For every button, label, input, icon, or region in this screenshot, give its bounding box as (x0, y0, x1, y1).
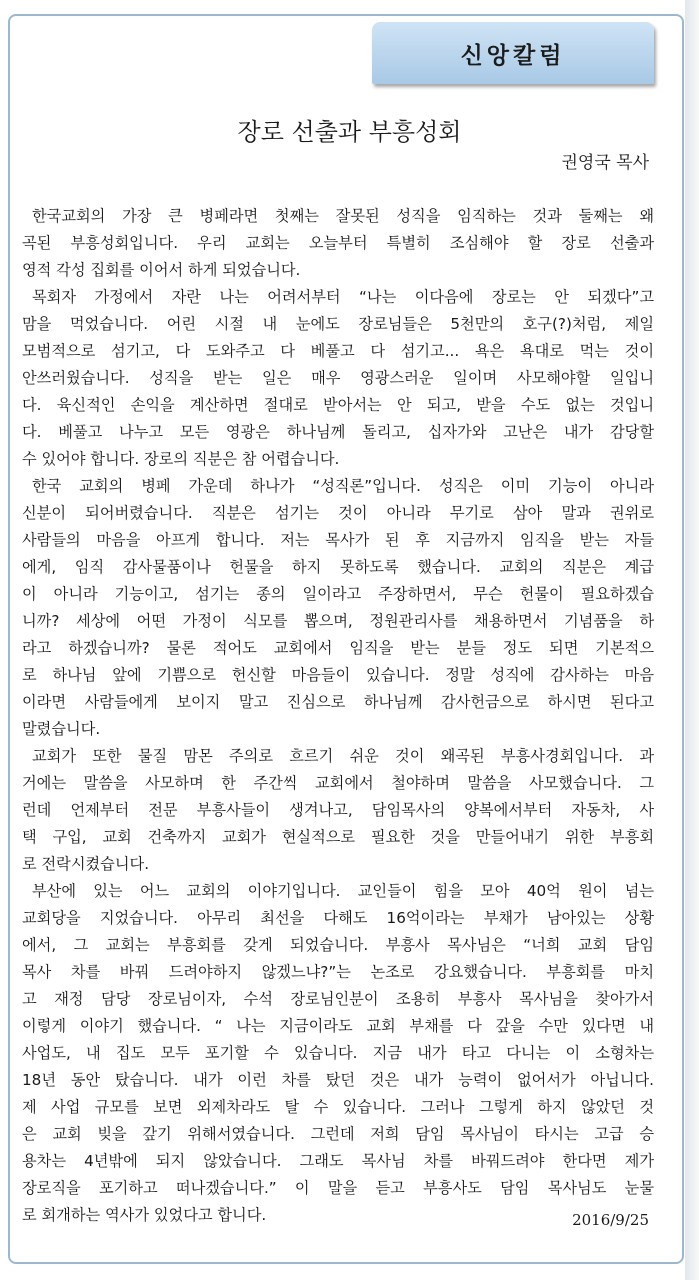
body-line: 교회가 또한 물질 맘몬 주의로 흐르기 쉬운 것이 왜곡된 부흥사경회입니다. 과 (32, 747, 654, 765)
body-line: 에서, 그 교회는 부흥회를 갖게 되었습니다. 부흥사 목사님은 “너희 교회 담임 (22, 936, 654, 954)
book-spine-shadow (685, 0, 699, 1280)
body-line: 신분이 되어버렸습니다. 직분은 섬기는 것이 아니라 무기로 삼아 말과 권위로 (22, 504, 654, 522)
body-line: 로 전락시켰습니다. (22, 855, 150, 873)
body-line: 라고 하겠습니까? 물론 적어도 교회에서 임직을 받는 분들 정도 되면 기본적으 (22, 639, 654, 657)
body-line: 모범적으로 섬기고, 다 도와주고 다 베풀고 다 섬기고... 욕은 욕대로 먹는 것이 (22, 342, 654, 360)
body-line: 영적 각성 집회를 이어서 하게 되었습니다. (22, 261, 301, 279)
body-line: 용차는 4년밖에 되지 않았습니다. 그래도 목사님 차를 바꿔드려야 한다면 제가 (22, 1152, 654, 1170)
body-line: 부산에 있는 어느 교회의 이야기입니다. 교인들이 힘을 모아 40억 원이 넘는 (32, 882, 654, 900)
article-title: 장로 선출과 부흥성회 (237, 118, 462, 146)
body-line: 다. 베풀고 나누고 모든 영광은 하나님께 돌리고, 십자가와 고난은 내가 감당할 (22, 423, 654, 441)
article-author: 권영국 목사 (561, 153, 649, 173)
body-line: 안쓰러웠습니다. 성직을 받는 일은 매우 영광스러운 일이며 사모해야할 일입니 (22, 369, 654, 387)
body-line: 말렸습니다. (22, 720, 101, 738)
body-line: 장로직을 포기하고 떠나겠습니다.” 이 말을 듣고 부흥사도 담임 목사님도 눈물 (22, 1179, 654, 1197)
column-tab (372, 22, 654, 84)
body-line: 택 구입, 교회 건축까지 교회가 현실적으로 필요한 것을 만들어내기 위한 부흥회 (22, 828, 654, 846)
body-line: 런데 언제부터 전문 부흥사들이 생겨나고, 담임목사의 양복에서부터 자동차, 사 (22, 801, 654, 819)
body-line: 에게, 임직 감사물품이나 헌물을 하지 못하도록 했습니다. 교회의 직분은 계급 (22, 558, 654, 576)
body-line: 이 아니라 기능이고, 섬기는 종의 일이라고 주장하면서, 무슨 헌물이 필요하겠습 (22, 585, 654, 603)
body-line: 곡된 부흥성회입니다. 우리 교회는 오늘부터 특별히 조심해야 할 장로 선출과 (22, 234, 654, 252)
body-line: 사람들의 마음을 아프게 합니다. 저는 목사가 된 후 지금까지 임직을 받는 자들 (22, 531, 654, 549)
body-line: 한국 교회의 병페 가운데 하나가 “성직론”입니다. 성직은 이미 기능이 아니라 (32, 477, 654, 495)
body-line: 이라면 사람들에게 보이지 말고 진심으로 하나님께 감사헌금으로 하시면 된다고 (22, 693, 654, 711)
body-line: 고 재정 담당 장로님이자, 수석 장로님인분이 조용히 부흥사 목사님을 찾아가서 (22, 990, 654, 1008)
body-line: 목사 차를 바꿔 드려야하지 않겠느냐?”는 논조로 강요했습니다. 부흥회를 마치 (22, 963, 654, 981)
body-line: 다. 육신적인 손익을 계산하면 절대로 받아서는 안 되고, 받을 수도 없는 것입니 (22, 396, 654, 414)
body-line: 로 회개하는 역사가 있었다고 합니다. (22, 1206, 267, 1224)
body-line: 목회자 가정에서 자란 나는 어려서부터 “나는 이다음에 장로는 안 되겠다”고 (32, 288, 654, 306)
body-line: 은 교회 빚을 갚기 위해서였습니다. 그런데 저희 담임 목사님이 타시는 고급 승 (22, 1125, 654, 1143)
body-line: 니까? 세상에 어떤 가정이 식모를 뽑으며, 정원관리사를 채용하면서 기념품을 하 (22, 612, 654, 630)
body-line: 사업도, 내 집도 모두 포기할 수 있습니다. 지금 내가 타고 다니는 이 소형차는 (22, 1044, 654, 1062)
body-line: 이렇게 이야기 했습니다. “ 나는 지금이라도 교회 부채를 다 갚을 수만 있다면 내 (22, 1017, 654, 1035)
body-line: 로 하나님 앞에 기쁨으로 헌신할 마음들이 있습니다. 정말 성직에 감사하는 마음 (22, 666, 654, 684)
body-line: 맘을 먹었습니다. 어린 시절 내 눈에도 장로님들은 5천만의 호구(?)처럼, 제일 (22, 315, 654, 333)
body-line: 교회당을 지었습니다. 아무리 최선을 다해도 16억이라는 부채가 남아있는 상황 (22, 909, 654, 927)
body-line: 거에는 말씀을 사모하며 한 주간씩 교회에서 철야하며 말씀을 사모했습니다. 그 (22, 774, 654, 792)
body-line: 수 있어야 합니다. 장로의 직분은 참 어렵습니다. (22, 450, 340, 468)
body-line: 제 사업 규모를 보면 외제차라도 탈 수 있습니다. 그러나 그렇게 하지 않았던 것 (22, 1098, 654, 1116)
column-tab-label: 신앙칼럼 (460, 42, 566, 69)
article-body (22, 203, 654, 1229)
body-line: 한국교회의 가장 큰 병페라면 첫째는 잘못된 성직을 임직하는 것과 둘째는 왜 (32, 207, 654, 225)
body-line: 18년 동안 탔습니다. 내가 이런 차를 탔던 것은 내가 능력이 없어서가 아닙니다. (22, 1071, 654, 1089)
article-date: 2016/9/25 (572, 1211, 649, 1229)
